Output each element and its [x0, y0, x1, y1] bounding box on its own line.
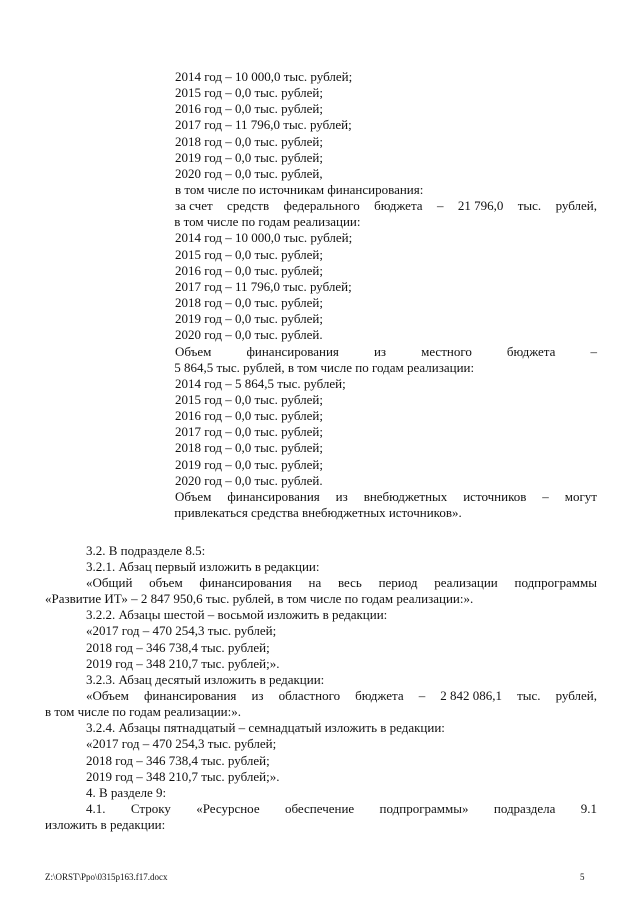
text-line: 2015 год – 0,0 тыс. рублей;: [175, 392, 323, 407]
text-line: 3.2.2. Абзацы шестой – восьмой изложить в редакции:: [86, 607, 388, 622]
word: из: [251, 688, 264, 703]
text-line: привлекаться средства внебюджетных источников».: [171, 505, 462, 520]
word: финансирования: [227, 489, 320, 504]
word: объем: [149, 575, 183, 590]
word: за счет: [175, 198, 213, 213]
justified-line: [86, 575, 597, 591]
word: могут: [564, 489, 597, 504]
text-line: 2019 год – 0,0 тыс. рублей;: [175, 457, 323, 472]
text-line: 2017 год – 11 796,0 тыс. рублей;: [175, 117, 352, 132]
word: –: [542, 489, 549, 504]
text-line: изложить в редакции:: [45, 817, 166, 832]
word: местного: [421, 344, 472, 359]
text-line: в том числе по источникам финансирования:: [175, 182, 424, 197]
word: подраздела: [493, 801, 556, 816]
text-line: «2017 год – 470 254,3 тыс. рублей;: [86, 623, 277, 638]
word: рублей,: [555, 688, 597, 703]
text-line: 2018 год – 346 738,4 тыс. рублей;: [86, 640, 270, 655]
word: рублей,: [555, 198, 597, 213]
text-line: «2017 год – 470 254,3 тыс. рублей;: [86, 736, 277, 751]
text-line: 2020 год – 0,0 тыс. рублей.: [175, 327, 323, 342]
text-line: 2014 год – 10 000,0 тыс. рублей;: [175, 69, 353, 84]
text-line: 3.2.1. Абзац первый изложить в редакции:: [86, 559, 320, 574]
section-heading: 3.2. В подразделе 8.5:: [86, 543, 206, 558]
word: –: [590, 344, 597, 359]
word: областного: [278, 688, 341, 703]
word: финансирования: [143, 688, 237, 703]
word: на: [308, 575, 322, 590]
word: внебюджетных: [363, 489, 448, 504]
text-line: 2015 год – 0,0 тыс. рублей;: [175, 85, 323, 100]
word: Объем: [175, 344, 212, 359]
word: 4.1.: [86, 801, 106, 816]
word: реализации: [434, 575, 498, 590]
text-line: 2019 год – 0,0 тыс. рублей;: [175, 150, 323, 165]
text-line: 2018 год – 0,0 тыс. рублей;: [175, 295, 323, 310]
text-line: 2016 год – 0,0 тыс. рублей;: [175, 101, 323, 116]
text-line: в том числе по годам реализации:: [171, 214, 361, 229]
word: из: [373, 344, 387, 359]
text-line: 2014 год – 5 864,5 тыс. рублей;: [175, 376, 346, 391]
text-line: 2020 год – 0,0 тыс. рублей.: [175, 473, 323, 488]
word: обеспечение: [284, 801, 355, 816]
text-line: 2015 год – 0,0 тыс. рублей;: [175, 247, 323, 262]
text-line: 2017 год – 0,0 тыс. рублей;: [175, 424, 323, 439]
page-number: 5: [580, 872, 585, 882]
word: весь: [337, 575, 362, 590]
word: период: [378, 575, 418, 590]
text-line: 2018 год – 0,0 тыс. рублей;: [175, 440, 323, 455]
text-line: 2018 год – 346 738,4 тыс. рублей;: [86, 753, 270, 768]
text-line: 2014 год – 10 000,0 тыс. рублей;: [175, 230, 353, 245]
word: 2 842 086,1: [440, 688, 502, 703]
extra-budget-line: [175, 489, 597, 505]
word: Строку: [130, 801, 171, 816]
word: источников: [463, 489, 527, 504]
justified-line: [86, 688, 597, 704]
word: подпрограммы: [514, 575, 597, 590]
text-line: 2019 год – 0,0 тыс. рублей;: [175, 311, 323, 326]
text-line: 2017 год – 11 796,0 тыс. рублей;: [175, 279, 352, 294]
federal-budget-line: [175, 198, 597, 214]
word: «Общий: [86, 575, 133, 590]
word: тыс.: [517, 688, 541, 703]
word: средств: [227, 198, 270, 213]
word: подпрограммы»: [379, 801, 469, 816]
section-heading: 4. В разделе 9:: [86, 785, 167, 800]
text-line: 2016 год – 0,0 тыс. рублей;: [175, 263, 323, 278]
text-line: «Развитие ИТ» – 2 847 950,6 тыс. рублей, в том числе по годам реализации:».: [45, 591, 474, 606]
text-line: в том числе по годам реализации:».: [45, 704, 241, 719]
word: –: [436, 198, 444, 213]
word: из: [335, 489, 348, 504]
word: бюджета: [355, 688, 404, 703]
text-line: 2019 год – 348 210,7 тыс. рублей;».: [86, 656, 280, 671]
word: 21 796,0: [457, 198, 504, 213]
text-line: 5 864,5 тыс. рублей, в том числе по годам реализации:: [171, 360, 475, 375]
text-line: 2019 год – 348 210,7 тыс. рублей;».: [86, 769, 280, 784]
justified-line: [86, 801, 597, 817]
footer-file-path: Z:\ORST\Ppo\0315p163.f17.docx: [45, 872, 168, 882]
word: Объем: [175, 489, 212, 504]
text-line: 2018 год – 0,0 тыс. рублей;: [175, 134, 323, 149]
word: –: [418, 688, 426, 703]
text-line: 2020 год – 0,0 тыс. рублей,: [175, 166, 323, 181]
text-line: 3.2.3. Абзац десятый изложить в редакции:: [86, 672, 325, 687]
word: финансирования: [199, 575, 292, 590]
text-line: 3.2.4. Абзацы пятнадцатый – семнадцатый изложить в редакции:: [86, 720, 445, 735]
word: 9.1: [580, 801, 597, 816]
word: финансирования: [246, 344, 339, 359]
word: тыс.: [517, 198, 542, 213]
text-line: 2016 год – 0,0 тыс. рублей;: [175, 408, 323, 423]
local-budget-line: [175, 344, 597, 360]
word: «Ресурсное: [196, 801, 260, 816]
word: федерального: [283, 198, 360, 213]
word: бюджета: [374, 198, 423, 213]
word: «Объем: [86, 688, 129, 703]
word: бюджета: [506, 344, 556, 359]
